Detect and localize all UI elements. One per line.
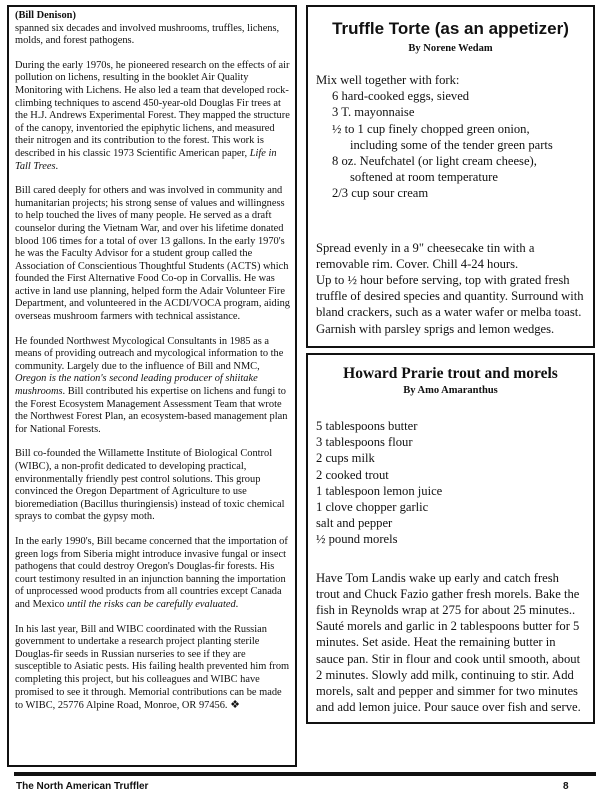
- recipe-step-2: Up to ½ hour before serving, top with grated fresh truffle of desired species and quantity. Surround with bland crackers, such as a water wafer or melba toast. Garnish with parsley sprigs and lemon wedges.: [316, 273, 584, 336]
- paragraph-1: [15, 10, 291, 48]
- recipe-body: [316, 418, 585, 715]
- ingredient-item: 1 tablespoon lemon juice: [316, 483, 443, 498]
- paragraph-4-text-b: . Bill contributed his expertise on lichens and fungi to the Forest Ecosystem Management Assessment Team that wrote the Northwest Forest Plan, an ecosystem-based management plan for National Forests.: [15, 386, 288, 435]
- recipe-step-1: Spread evenly in a 9" cheesecake tin with a removable rim. Cover. Chill 4-24 hours.: [316, 240, 535, 271]
- ingredient-item: ½ pound morels: [316, 532, 398, 547]
- paragraph-2-text-b: .: [55, 160, 59, 172]
- paragraph-6-emphasis: until the risks can be carefully evaluated: [66, 598, 236, 610]
- ingredient-item: including some of the tender green parts: [350, 137, 553, 152]
- end-mark-icon: ❖: [230, 699, 241, 712]
- left-article-column: [7, 5, 297, 767]
- recipe-body: [316, 72, 585, 337]
- paragraph-7-text: In his last year, Bill and WIBC coordinated with the Russian government to undertake a research project planting sterile Douglas-fir seeds in Russian nurseries to see if they are susceptible to Asiatic pests. His failing health prevented him from completing this project, but his colleagues and WIBC have promised to see it through. Memorial contributions can be made to WIBC, 25776 Alpine Road, Monroe, OR 97456.: [15, 623, 290, 712]
- paragraph-6-text-b: .: [235, 598, 239, 610]
- recipe-byline: By Norene Wedam: [408, 43, 493, 54]
- recipe-title: Truffle Torte (as an appetizer): [332, 19, 569, 38]
- ingredient-item: 3 T. mayonnaise: [332, 105, 415, 120]
- recipe-box-trout-morels: [306, 353, 595, 724]
- ingredient-item: softened at room temperature: [350, 170, 498, 185]
- paragraph-2: [15, 60, 291, 173]
- ingredient-item: 5 tablespoons butter: [316, 419, 418, 433]
- footer-rule: [14, 772, 596, 776]
- paragraph-6: [15, 536, 291, 612]
- recipe-title: Howard Prarie trout and morels: [343, 365, 558, 382]
- page-number: 8: [563, 781, 569, 792]
- paragraph-4-emphasis: Oregon is the nation's second leading producer of shiitake mushrooms: [15, 373, 258, 398]
- paragraph-1-text: spanned six decades and involved mushrooms, truffles, lichens, molds, and forest pathogens.: [15, 22, 280, 47]
- recipe-intro: Mix well together with fork:: [316, 73, 460, 87]
- ingredient-item: 6 hard-cooked eggs, sieved: [332, 89, 470, 104]
- publication-name: The North American Truffler: [16, 781, 149, 792]
- recipe-method: Have Tom Landis wake up early and catch fresh trout and Chuck Fazio gather fresh morels. Bake the fish in Reynolds wrap at 275 for about 25 minutes.. Sauté morels and garlic in 2 tablespoons butter for 5 minutes. Set aside. Heat the remaining butter in sauce pan. Stir in flour and cook until smooth, about 2 minutes. Slowly add milk, continuing to stir. Add morels, salt and pepper and simmer for two minutes and add lemon juice. Pour sauce over fish and serve.: [316, 570, 581, 715]
- ingredient-list: [316, 88, 585, 201]
- paragraph-3: Bill cared deeply for others and was involved in community and humanitarian projects; his strong sense of values and willingness to help touched the lives of many people. He served as a draft counselor during the Vietnam War, and over his lifetime donated blood 106 times for a total of over 13 gallons. In the early 1970's he was the Faculty Advisor for a student group called the Association of Conscientious Thoughtful Students (ACTS) which founded the First Alternative Food Co-op in Corvallis. He was active in land use planning, helped form the Adair Volunteer Fire Department, and volunteered in the ACDI/VOCA program, aiding overseas mushroom farmers with technical assistance.: [15, 185, 291, 323]
- author-tag: (Bill Denison): [15, 10, 76, 21]
- ingredient-item: 1 clove chopper garlic: [316, 500, 429, 515]
- paragraph-7: [15, 624, 291, 713]
- ingredient-item: 2 cups milk: [316, 451, 375, 466]
- ingredient-item: 8 oz. Neufchatel (or light cream cheese),: [332, 154, 537, 169]
- recipe-box-truffle-torte: [306, 5, 595, 348]
- ingredient-item: 2 cooked trout: [316, 467, 389, 482]
- ingredient-item: 3 tablespoons flour: [316, 435, 413, 450]
- paragraph-4: [15, 336, 291, 437]
- paragraph-2-emphasis: Life in Tall Trees: [15, 147, 277, 172]
- ingredient-item: 2/3 cup sour cream: [332, 186, 429, 201]
- ingredient-item: ½ to 1 cup finely chopped green onion,: [332, 121, 530, 136]
- recipe-byline: By Amo Amaranthus: [403, 385, 498, 396]
- paragraph-4-text-a: He founded Northwest Mycological Consultants in 1985 as a means of providing outreach and mycological information to the community. Largely due to the influence of Bill and NMC,: [15, 335, 284, 372]
- ingredient-list: [316, 418, 585, 548]
- paragraph-6-text-a: In the early 1990's, Bill became concerned that the importation of green logs from Siberia might introduce invasive fungal or insect pathogens that could destroy Oregon's Douglas-fir forests. His court testimony resulted in an injunction banning the importation of unprocessed wood products from all countries except Canada and Mexico: [15, 535, 288, 610]
- ingredient-item: salt and pepper: [316, 516, 393, 531]
- paragraph-5: Bill co-founded the Willamette Institute of Biological Control (WIBC), a non-profit dedicated to developing practical, environmentally friendly pest control solutions. This group convinced the Oregon Department of Agriculture to use bioremediation (Bacillus thuringiensis) instead of toxic chemical sprays to combat the gypsy moth.: [15, 448, 285, 523]
- paragraph-2-text-a: During the early 1970s, he pioneered research on the effects of air pollution on lichens, resulting in the booklet Air Quality Monitoring with Lichens. He also led a team that developed rock-climbing techniques to ascend 450-year-old Douglas Fir trees at the H.J. Andrews Experimental Forest. They mapped the structure of the canopy, inventoried the epiphytic lichens, and measured their nitrogen and its contribution to the forest. This work is described in his classic 1973 Scientific American paper,: [15, 59, 290, 159]
